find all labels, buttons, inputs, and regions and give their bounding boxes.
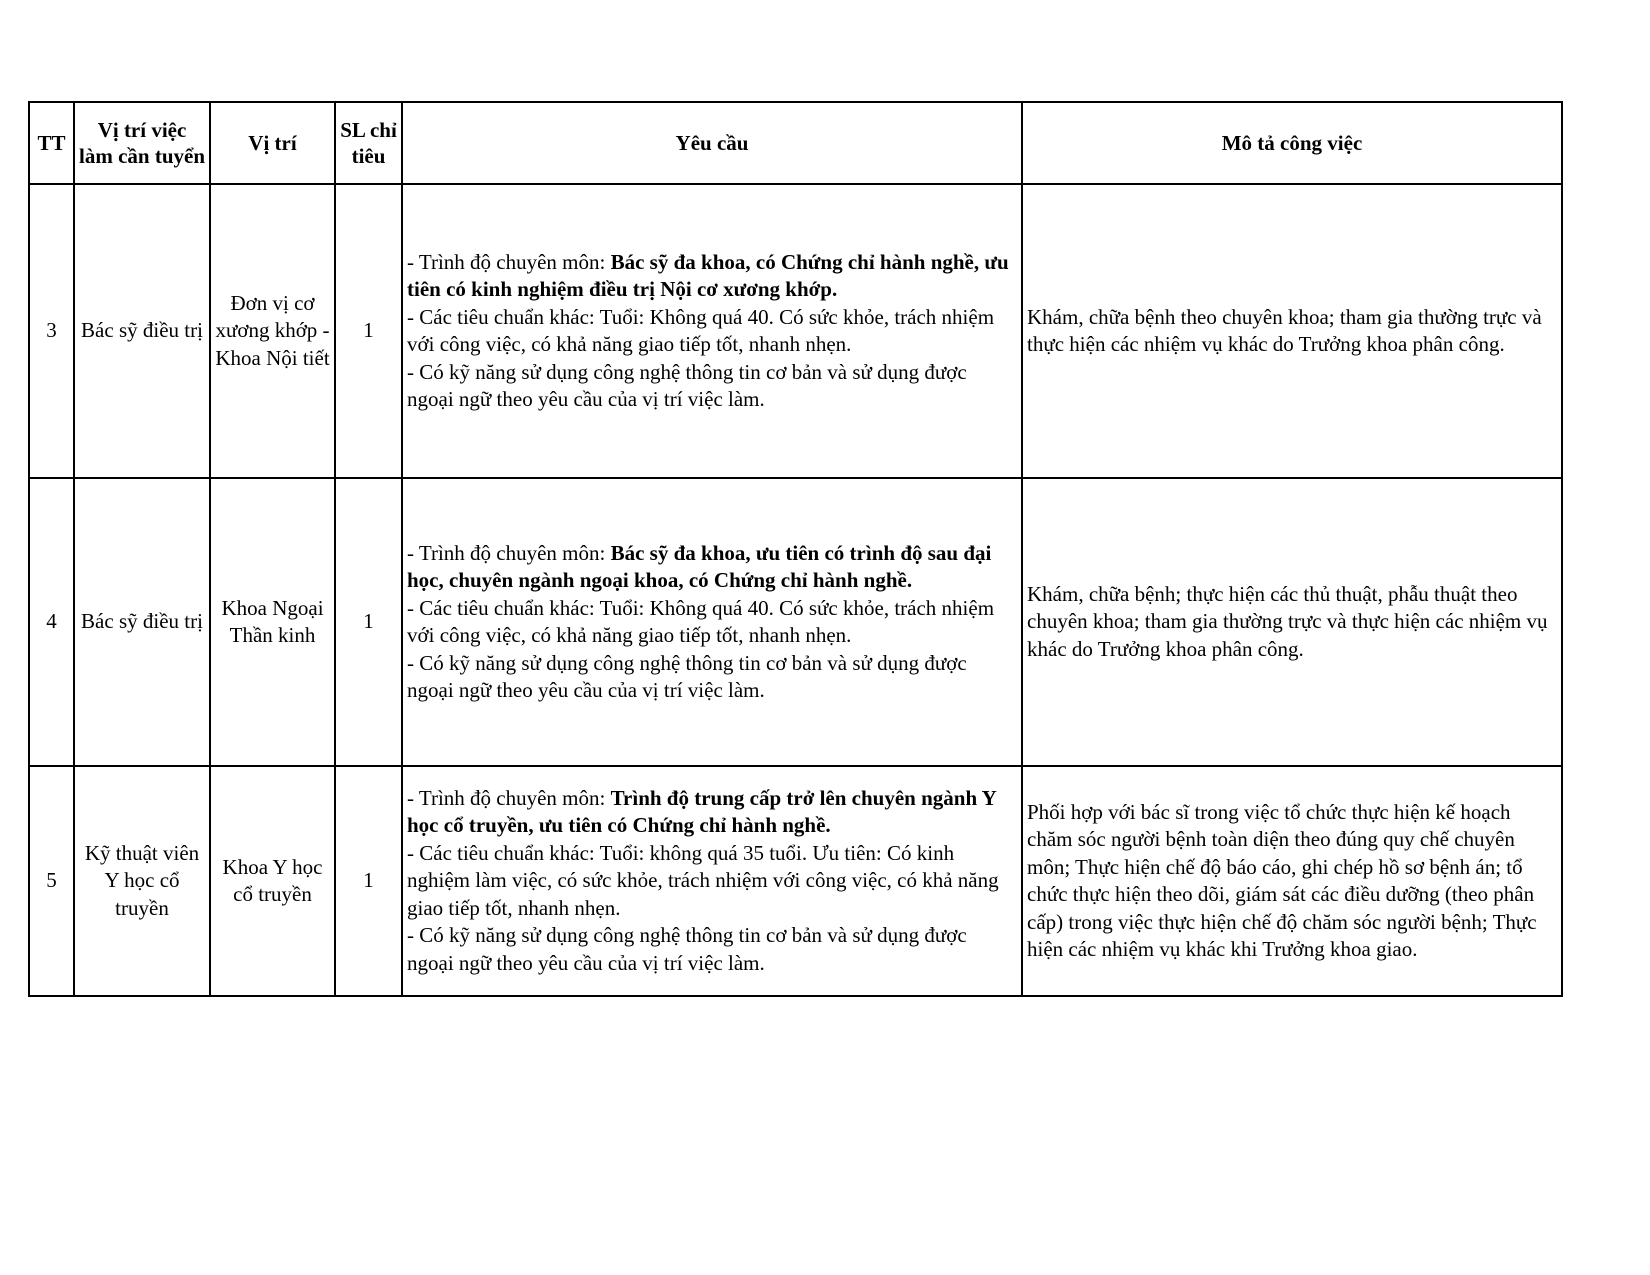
requirement-other: - Các tiêu chuẩn khác: Tuổi: Không quá 40. Có sức khỏe, trách nhiệm với công việc, có khả năng giao tiếp tốt, nhanh nhẹn. (407, 595, 995, 647)
requirement-qualification: - Trình độ chuyên môn: Trình độ trung cấp trở lên chuyên ngành Y học cổ truyền, ưu tiên có Chứng chỉ hành nghề. (407, 785, 997, 838)
header-requirements: Yêu cầu (402, 102, 1022, 184)
cell-tt: 3 (29, 184, 74, 478)
header-row (29, 102, 1562, 184)
header-job-position: Vị trí việc làm cần tuyển (74, 102, 210, 184)
requirement-it-skills: - Có kỹ năng sử dụng công nghệ thông tin cơ bản và sử dụng được ngoại ngữ theo yêu cầu của vị trí việc làm. (407, 650, 967, 702)
cell-position: Kỹ thuật viên Y học cổ truyền (74, 766, 210, 996)
table-row (29, 478, 1562, 766)
cell-description: Phối hợp với bác sĩ trong việc tổ chức thực hiện kế hoạch chăm sóc người bệnh toàn diện theo đúng quy chế chuyên môn; Thực hiện chế độ báo cáo, ghi chép hồ sơ bệnh án; tổ chức thực hiện theo dõi, giám sát các điều dưỡng (theo phân cấp) trong việc thực hiện chế độ chăm sóc người bệnh; Thực hiện các nhiệm vụ khác khi Trưởng khoa giao. (1022, 766, 1562, 996)
cell-quota: 1 (335, 766, 402, 996)
cell-requirements (402, 766, 1022, 996)
requirement-it-skills: - Có kỹ năng sử dụng công nghệ thông tin cơ bản và sử dụng được ngoại ngữ theo yêu cầu của vị trí việc làm. (407, 359, 967, 411)
header-quota: SL chỉ tiêu (335, 102, 402, 184)
requirement-it-skills: - Có kỹ năng sử dụng công nghệ thông tin cơ bản và sử dụng được ngoại ngữ theo yêu cầu của vị trí việc làm. (407, 923, 967, 975)
cell-tt: 5 (29, 766, 74, 996)
recruitment-table (28, 101, 1563, 997)
cell-unit: Khoa Ngoại Thần kinh (210, 478, 335, 766)
header-job-description: Mô tả công việc (1022, 102, 1562, 184)
cell-position: Bác sỹ điều trị (74, 184, 210, 478)
cell-quota: 1 (335, 184, 402, 478)
requirement-qualification: - Trình độ chuyên môn: Bác sỹ đa khoa, có Chứng chỉ hành nghề, ưu tiên có kinh nghiệm điều trị Nội cơ xương khớp. (407, 249, 1009, 301)
cell-position: Bác sỹ điều trị (74, 478, 210, 766)
table-row (29, 184, 1562, 478)
table-row (29, 766, 1562, 996)
cell-quota: 1 (335, 478, 402, 766)
header-unit: Vị trí (210, 102, 335, 184)
cell-tt: 4 (29, 478, 74, 766)
requirement-other: - Các tiêu chuẩn khác: Tuổi: Không quá 40. Có sức khỏe, trách nhiệm với công việc, có khả năng giao tiếp tốt, nhanh nhẹn. (407, 304, 995, 356)
requirement-other: - Các tiêu chuẩn khác: Tuổi: không quá 35 tuổi. Ưu tiên: Có kinh nghiệm làm việc, có sức khỏe, trách nhiệm với công việc, có khả năng giao tiếp tốt, nhanh nhẹn. (407, 840, 999, 920)
header-tt: TT (29, 102, 74, 184)
requirement-qualification: - Trình độ chuyên môn: Bác sỹ đa khoa, ưu tiên có trình độ sau đại học, chuyên ngành ngoại khoa, có Chứng chỉ hành nghề. (407, 540, 992, 592)
cell-requirements (402, 184, 1022, 478)
cell-unit: Đơn vị cơ xương khớp - Khoa Nội tiết (210, 184, 335, 478)
cell-description: Khám, chữa bệnh theo chuyên khoa; tham gia thường trực và thực hiện các nhiệm vụ khác do Trưởng khoa phân công. (1022, 184, 1562, 478)
cell-description: Khám, chữa bệnh; thực hiện các thủ thuật, phẫu thuật theo chuyên khoa; tham gia thường trực và thực hiện các nhiệm vụ khác do Trưởng khoa phân công. (1022, 478, 1562, 766)
cell-unit: Khoa Y học cổ truyền (210, 766, 335, 996)
cell-requirements (402, 478, 1022, 766)
